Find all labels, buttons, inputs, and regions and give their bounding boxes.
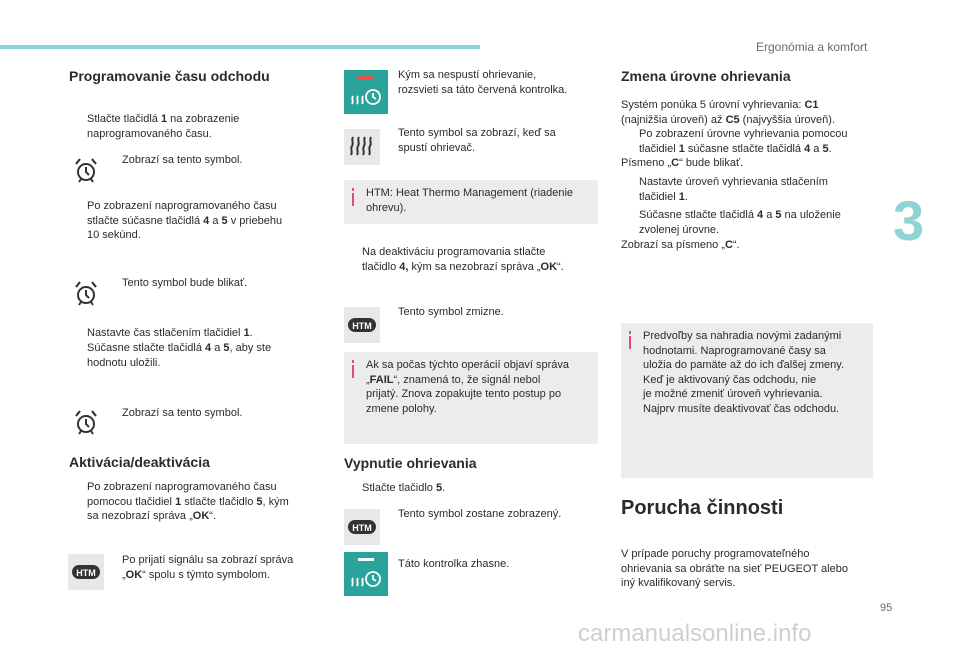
- icon-caption-red-lamp: Kým sa nespustí ohrievanie, rozsvieti sa táto červená kontrolka.: [398, 69, 568, 96]
- htm-label: HTM: [352, 523, 372, 533]
- bullet-deactivate: Na deaktiváciu programovania stlačte tlačidlo 4, kým sa nezobrazí správa „OK“.: [362, 246, 564, 273]
- clock-timer-icon: [68, 276, 104, 312]
- paragraph-levels: Systém ponúka 5 úrovní vyhrievania: C1 (najnižšia úroveň) až C5 (najvyššia úroveň).: [621, 99, 835, 126]
- htm-label: HTM: [76, 568, 96, 578]
- htm-icon: [344, 307, 380, 343]
- paragraph-malfunction: V prípade poruchy programovateľného ohrievania sa obráťte na sieť PEUGEOT alebo iný kvalifikovaný servis.: [621, 548, 848, 589]
- icon-caption-4: Po prijatí signálu sa zobrazí správa „OK“ spolu s týmto symbolom.: [122, 554, 294, 581]
- htm-icon: [344, 509, 380, 545]
- bullet-press-5: Stlačte tlačidlo 5.: [362, 482, 446, 494]
- watermark: carmanualsonline.info: [578, 620, 812, 647]
- paragraph-letter: Zobrazí sa písmeno „C“.: [621, 239, 740, 251]
- bullet-level-1: Po zobrazení úrovne vyhrievania pomocou tlačidiel 1 súčasne stlačte tlačidlá 4 a 5.: [639, 128, 848, 155]
- page-number: 95: [880, 602, 893, 614]
- icon-caption-disappear: Tento symbol zmizne.: [398, 306, 504, 318]
- icon-caption-off: Táto kontrolka zhasne.: [398, 558, 510, 570]
- clock-timer-icon: [68, 405, 104, 441]
- note-presets: Predvoľby sa nahradia novými zadanými hodnotami. Naprogramované časy sa uložia do pamäte až do ich ďalšej zmeny. Keď je aktivovaný čas odchodu, nie je možné zmeniť úroveň vyhrievania. Najprv musíte deaktivovať čas odchodu.: [621, 323, 873, 478]
- icon-caption-heater: Tento symbol sa zobrazí, keď sa spustí ohrievač.: [398, 127, 556, 154]
- note-fail: Ak sa počas týchto operácií objaví správa „FAIL“, znamená to, že signál nebol prijatý. Znova zopakujte tento postup po zmene polohy.: [344, 352, 598, 444]
- header-accent-bar: [0, 45, 480, 49]
- heading-malfunction: Porucha činnosti: [621, 497, 784, 519]
- icon-caption-2: Tento symbol bude blikať.: [122, 277, 248, 289]
- htm-label: HTM: [352, 321, 372, 331]
- note-htm: HTM: Heat Thermo Management (riadenie ohrevu).: [344, 180, 598, 224]
- heading-switch-off: Vypnutie ohrievania: [344, 455, 477, 471]
- clock-timer-icon: [68, 153, 104, 189]
- heater-timer-icon: [344, 552, 388, 596]
- bullet-2: Po zobrazení naprogramovaného času stlačte súčasne tlačidlá 4 a 5 v priebehu 10 sekúnd.: [87, 200, 283, 241]
- htm-icon: [68, 554, 104, 590]
- info-icon: [350, 188, 356, 206]
- heading-programming: Programovanie času odchodu: [69, 68, 270, 84]
- info-icon: [350, 360, 356, 378]
- chapter-number: 3: [893, 189, 925, 252]
- heading-heating-level: Zmena úrovne ohrievania: [621, 68, 791, 84]
- icon-caption-1: Zobrazí sa tento symbol.: [122, 154, 243, 166]
- heading-activation: Aktivácia/deaktivácia: [69, 454, 210, 470]
- bullet-5: Po zobrazení naprogramovaného času pomocou tlačidiel 1 stlačte tlačidlo 5, kým sa nezobrazí správa „OK“.: [87, 481, 289, 522]
- bullet-level-2: Nastavte úroveň vyhrievania stlačením tlačidiel 1.: [639, 176, 828, 203]
- icon-caption-3: Zobrazí sa tento symbol.: [122, 407, 243, 419]
- info-icon: [627, 331, 633, 349]
- paragraph-blink: Písmeno „C“ bude blikať.: [621, 157, 744, 169]
- bullet-3: Nastavte čas stlačením tlačidiel 1.: [87, 327, 253, 339]
- icon-caption-stays: Tento symbol zostane zobrazený.: [398, 508, 562, 520]
- bullet-1: Stlačte tlačidlá 1 na zobrazenie naprogramovaného času.: [87, 113, 240, 140]
- heater-timer-red-icon: [344, 70, 388, 114]
- heater-icon: [344, 129, 380, 165]
- bullet-level-3: Súčasne stlačte tlačidlá 4 a 5 na uloženie zvolenej úrovne.: [639, 209, 841, 236]
- bullet-4: Súčasne stlačte tlačidlá 4 a 5, aby ste hodnotu uložili.: [87, 342, 272, 369]
- section-title: Ergonómia a komfort: [756, 40, 868, 54]
